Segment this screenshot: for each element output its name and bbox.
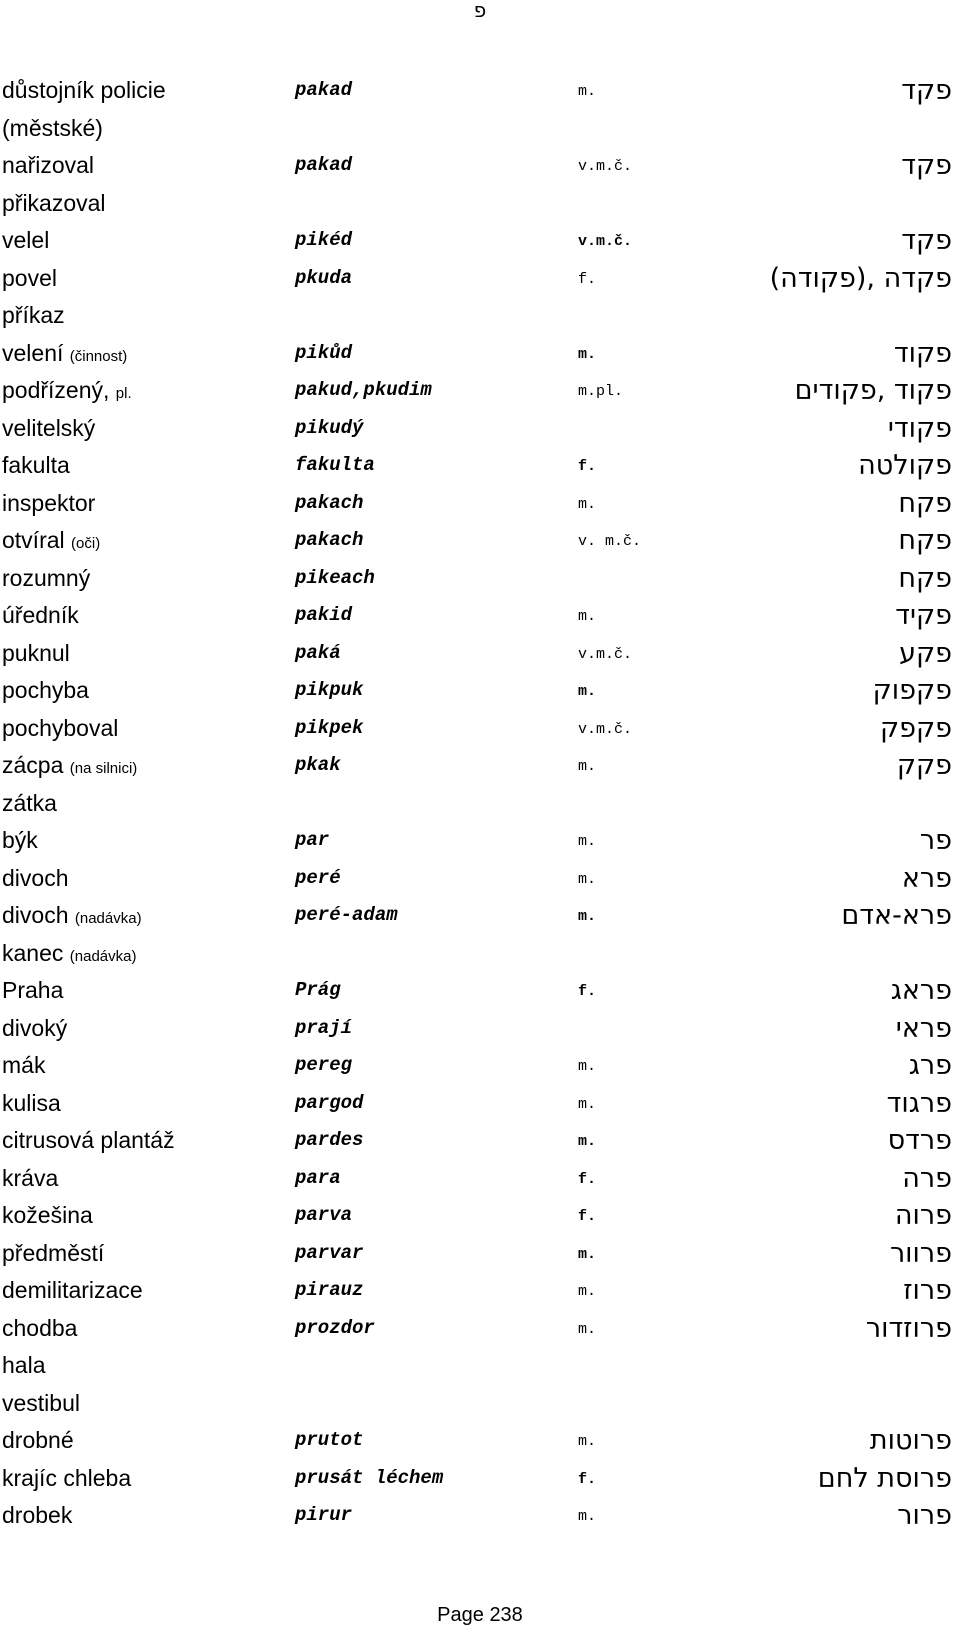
czech-word: kulisa [2,1089,61,1116]
czech-term [2,447,70,485]
czech-term [2,1160,58,1198]
dictionary-entry [0,185,960,223]
dictionary-entry [0,1085,960,1123]
dictionary-entry [0,1422,960,1460]
dictionary-entry [0,1385,960,1423]
czech-term [2,147,94,185]
czech-word: demilitarizace [2,1277,143,1303]
transliteration: paká [295,641,341,664]
hebrew-term: פקד [901,225,952,256]
dictionary-entry [0,935,960,973]
hebrew-term: פרגוד [886,1087,952,1119]
dictionary-entry [0,1347,960,1385]
czech-word: drobné [2,1427,74,1453]
czech-term [2,635,70,673]
hebrew-term: פקד [901,75,952,106]
grammar-tag: m. [578,495,597,513]
dictionary-entry [0,860,960,898]
czech-word: důstojník policie [2,77,166,103]
hebrew-term: פרוטות [869,1425,952,1456]
grammar-tag: f. [578,1170,597,1188]
hebrew-term: פקח [898,487,952,519]
transliteration: par [295,829,330,851]
dictionary-entry [0,1047,960,1085]
usage-note: (nadávka) [69,947,137,965]
grammar-tag: m. [578,683,597,700]
transliteration: pereg [295,1054,353,1076]
czech-term [2,185,106,223]
czech-term [2,1272,143,1310]
czech-term [2,1460,131,1498]
hebrew-term: פרג [908,1050,952,1081]
czech-term [2,110,103,148]
czech-term [2,1085,61,1123]
page-header-letter: פ [473,0,487,22]
czech-term [2,785,57,823]
grammar-tag: f. [578,270,597,288]
czech-word: kanec [2,939,64,966]
czech-word: Praha [2,977,64,1003]
czech-word: pochyba [2,677,89,703]
hebrew-term: פקפוק [872,675,952,706]
dictionary-entry [0,222,960,260]
czech-word: rozumný [2,564,91,591]
transliteration: pirur [295,1504,353,1526]
czech-word: vestibul [2,1389,80,1416]
grammar-tag: v. m.č. [578,533,642,550]
grammar-tag: m. [578,1245,597,1263]
czech-term [2,710,118,748]
czech-word: otvíral [2,527,65,553]
transliteration: pirauz [295,1279,364,1301]
grammar-tag: m. [578,345,597,363]
czech-term [2,260,57,298]
grammar-tag: v.m.č. [578,158,633,175]
czech-term [2,485,95,523]
dictionary-entry [0,822,960,860]
czech-word: divoký [2,1014,68,1041]
hebrew-term: פרא [901,862,952,894]
grammar-tag: v.m.č. [578,233,633,250]
transliteration: parvar [295,1241,364,1264]
czech-term [2,1010,67,1048]
czech-word: kráva [2,1164,59,1191]
transliteration: pakid [295,604,353,626]
dictionary-entry [0,972,960,1010]
transliteration: para [295,1166,341,1189]
czech-term [2,1347,45,1385]
czech-word: povel [2,264,57,291]
dictionary-entry [0,72,960,110]
dictionary-entry [0,1497,960,1535]
hebrew-term: פקד [901,150,952,181]
hebrew-term: פקיד [895,600,952,631]
czech-word: podřízený, [2,377,110,403]
transliteration: Prág [295,979,341,1001]
transliteration: pkuda [295,266,353,289]
czech-term [2,747,137,788]
grammar-tag: v.m.č. [578,645,633,663]
usage-note: (nadávka) [74,910,142,927]
grammar-tag: m. [578,870,597,888]
czech-word: inspektor [2,489,96,516]
czech-word: divoch [2,902,69,928]
dictionary-entry [0,447,960,485]
transliteration: pikůd [295,341,353,364]
czech-term [2,1235,104,1273]
dictionary-entry [0,522,960,560]
transliteration: prutot [295,1429,364,1451]
dictionary-entry [0,335,960,373]
grammar-tag: m. [578,1095,597,1113]
czech-term [2,1497,72,1535]
grammar-tag: m. [578,1058,597,1075]
transliteration: parva [295,1204,353,1226]
transliteration: pikeach [295,566,375,589]
hebrew-term: פקח [898,525,952,556]
grammar-tag: m. [578,1508,597,1525]
czech-term [2,897,142,938]
dictionary-entry [0,1122,960,1160]
dictionary-entry [0,410,960,448]
transliteration: pikpuk [295,679,364,701]
czech-term [2,1047,45,1085]
dictionary-entry [0,747,960,785]
usage-note: (činnost) [69,347,128,365]
czech-word: úředník [2,602,79,628]
transliteration: pikudý [295,416,364,439]
hebrew-term: פרא-אדם [841,900,952,931]
czech-term [2,72,166,110]
grammar-tag: v.m.č. [578,720,633,738]
grammar-tag: m. [578,1283,597,1300]
czech-word: pochyboval [2,714,119,741]
dictionary-entry [0,560,960,598]
grammar-tag: f. [578,983,597,1000]
grammar-tag: m. [578,1320,597,1338]
transliteration: peré [295,866,341,889]
transliteration: fakulta [295,454,375,476]
dictionary-entry [0,1310,960,1348]
transliteration: pakud,pkudim [295,379,432,401]
dictionary-entry [0,1160,960,1198]
dictionary-entry [0,597,960,635]
czech-term [2,1122,175,1160]
dictionary-entry [0,1272,960,1310]
usage-note: pl. [115,385,132,402]
transliteration: pikéd [295,229,353,251]
czech-term [2,672,89,710]
czech-word: citrusová plantáž [2,1127,175,1153]
grammar-tag: f. [578,458,597,475]
dictionary-entry [0,1197,960,1235]
dictionary-entry [0,110,960,148]
hebrew-term: פרוה [894,1200,952,1231]
czech-word: velení [2,339,64,366]
czech-word: nařizoval [2,152,95,178]
grammar-tag: m. [578,758,597,775]
hebrew-term: פקפק [879,712,952,744]
dictionary-entry [0,672,960,710]
hebrew-term: פקוד ,פקודים [794,375,952,406]
hebrew-term: פרדס [887,1125,952,1156]
dictionary-entry [0,1460,960,1498]
czech-word: velitelský [2,414,96,441]
czech-word: zátka [2,789,57,816]
transliteration: pakach [295,491,364,514]
czech-word: příkaz [2,302,65,328]
hebrew-term: פרוור [889,1237,952,1269]
hebrew-term: פרוזדור [865,1312,952,1344]
grammar-tag: m. [578,608,597,625]
hebrew-term: פקח [898,562,952,594]
hebrew-term: פקודי [887,412,952,444]
czech-term [2,335,127,376]
grammar-tag: f. [578,1208,597,1225]
transliteration: prají [295,1016,353,1039]
czech-term [2,222,49,260]
grammar-tag: m. [578,83,597,100]
czech-word: divoch [2,864,69,891]
hebrew-term: פראי [895,1012,952,1044]
grammar-tag: f. [578,1470,597,1488]
czech-term [2,522,100,563]
grammar-tag: m.pl. [578,383,624,400]
usage-note: (oči) [71,535,101,552]
hebrew-term: פרוז [903,1275,952,1306]
dictionary-entry [0,260,960,298]
dictionary-entry [0,710,960,748]
czech-word: krajíc chleba [2,1464,132,1491]
czech-term [2,1197,93,1235]
hebrew-term: פקק [896,750,952,781]
czech-term [2,297,65,335]
hebrew-term: פרוסת לחם [817,1462,952,1494]
czech-word: velel [2,227,50,253]
transliteration: pikpek [295,716,364,739]
czech-term [2,560,90,598]
grammar-tag: m. [578,1133,597,1150]
czech-word: hala [2,1352,46,1378]
dictionary-entries [0,72,960,1535]
czech-word: předměstí [2,1239,105,1266]
hebrew-term: פראג [890,975,952,1006]
dictionary-entry [0,147,960,185]
grammar-tag: m. [578,908,597,925]
transliteration: pakad [295,154,353,176]
czech-word: fakulta [2,452,70,478]
czech-term [2,972,63,1010]
dictionary-entry [0,372,960,410]
grammar-tag: m. [578,833,597,850]
dictionary-entry [0,897,960,935]
hebrew-term: פקדה ,(פקודה) [769,262,952,294]
transliteration: pardes [295,1129,364,1151]
transliteration: pakad [295,79,353,101]
czech-word: chodba [2,1314,78,1341]
czech-term [2,410,95,448]
hebrew-term: פקולטה [858,450,952,481]
czech-word: drobek [2,1502,73,1528]
transliteration: pkak [295,754,341,776]
czech-term [2,935,136,976]
hebrew-term: פרור [897,1500,952,1531]
transliteration: peré-adam [295,904,398,926]
hebrew-term: פקע [899,637,952,669]
dictionary-entry [0,635,960,673]
czech-word: přikazoval [2,189,106,216]
czech-term [2,1385,80,1423]
czech-word: (městské) [2,114,103,141]
dictionary-entry [0,1010,960,1048]
transliteration: pargod [295,1091,364,1114]
czech-word: mák [2,1052,46,1078]
czech-term [2,372,132,413]
czech-term [2,822,38,860]
dictionary-entry [0,485,960,523]
czech-term [2,1310,77,1348]
czech-term [2,597,79,635]
hebrew-term: פר [919,825,952,856]
transliteration: prusát léchem [295,1466,444,1489]
transliteration: prozdor [295,1316,375,1339]
czech-word: puknul [2,639,70,666]
czech-word: kožešina [2,1202,93,1228]
czech-word: zácpa [2,752,64,778]
usage-note: (na silnici) [69,760,138,777]
dictionary-entry [0,1235,960,1273]
czech-term [2,1422,74,1460]
grammar-tag: m. [578,1433,597,1450]
dictionary-entry [0,297,960,335]
czech-term [2,860,68,898]
page-number: Page 238 [437,1604,523,1626]
hebrew-term: פקוד [893,337,952,369]
transliteration: pakach [295,529,364,551]
dictionary-entry [0,785,960,823]
hebrew-term: פרה [902,1162,952,1194]
czech-word: býk [2,827,38,853]
